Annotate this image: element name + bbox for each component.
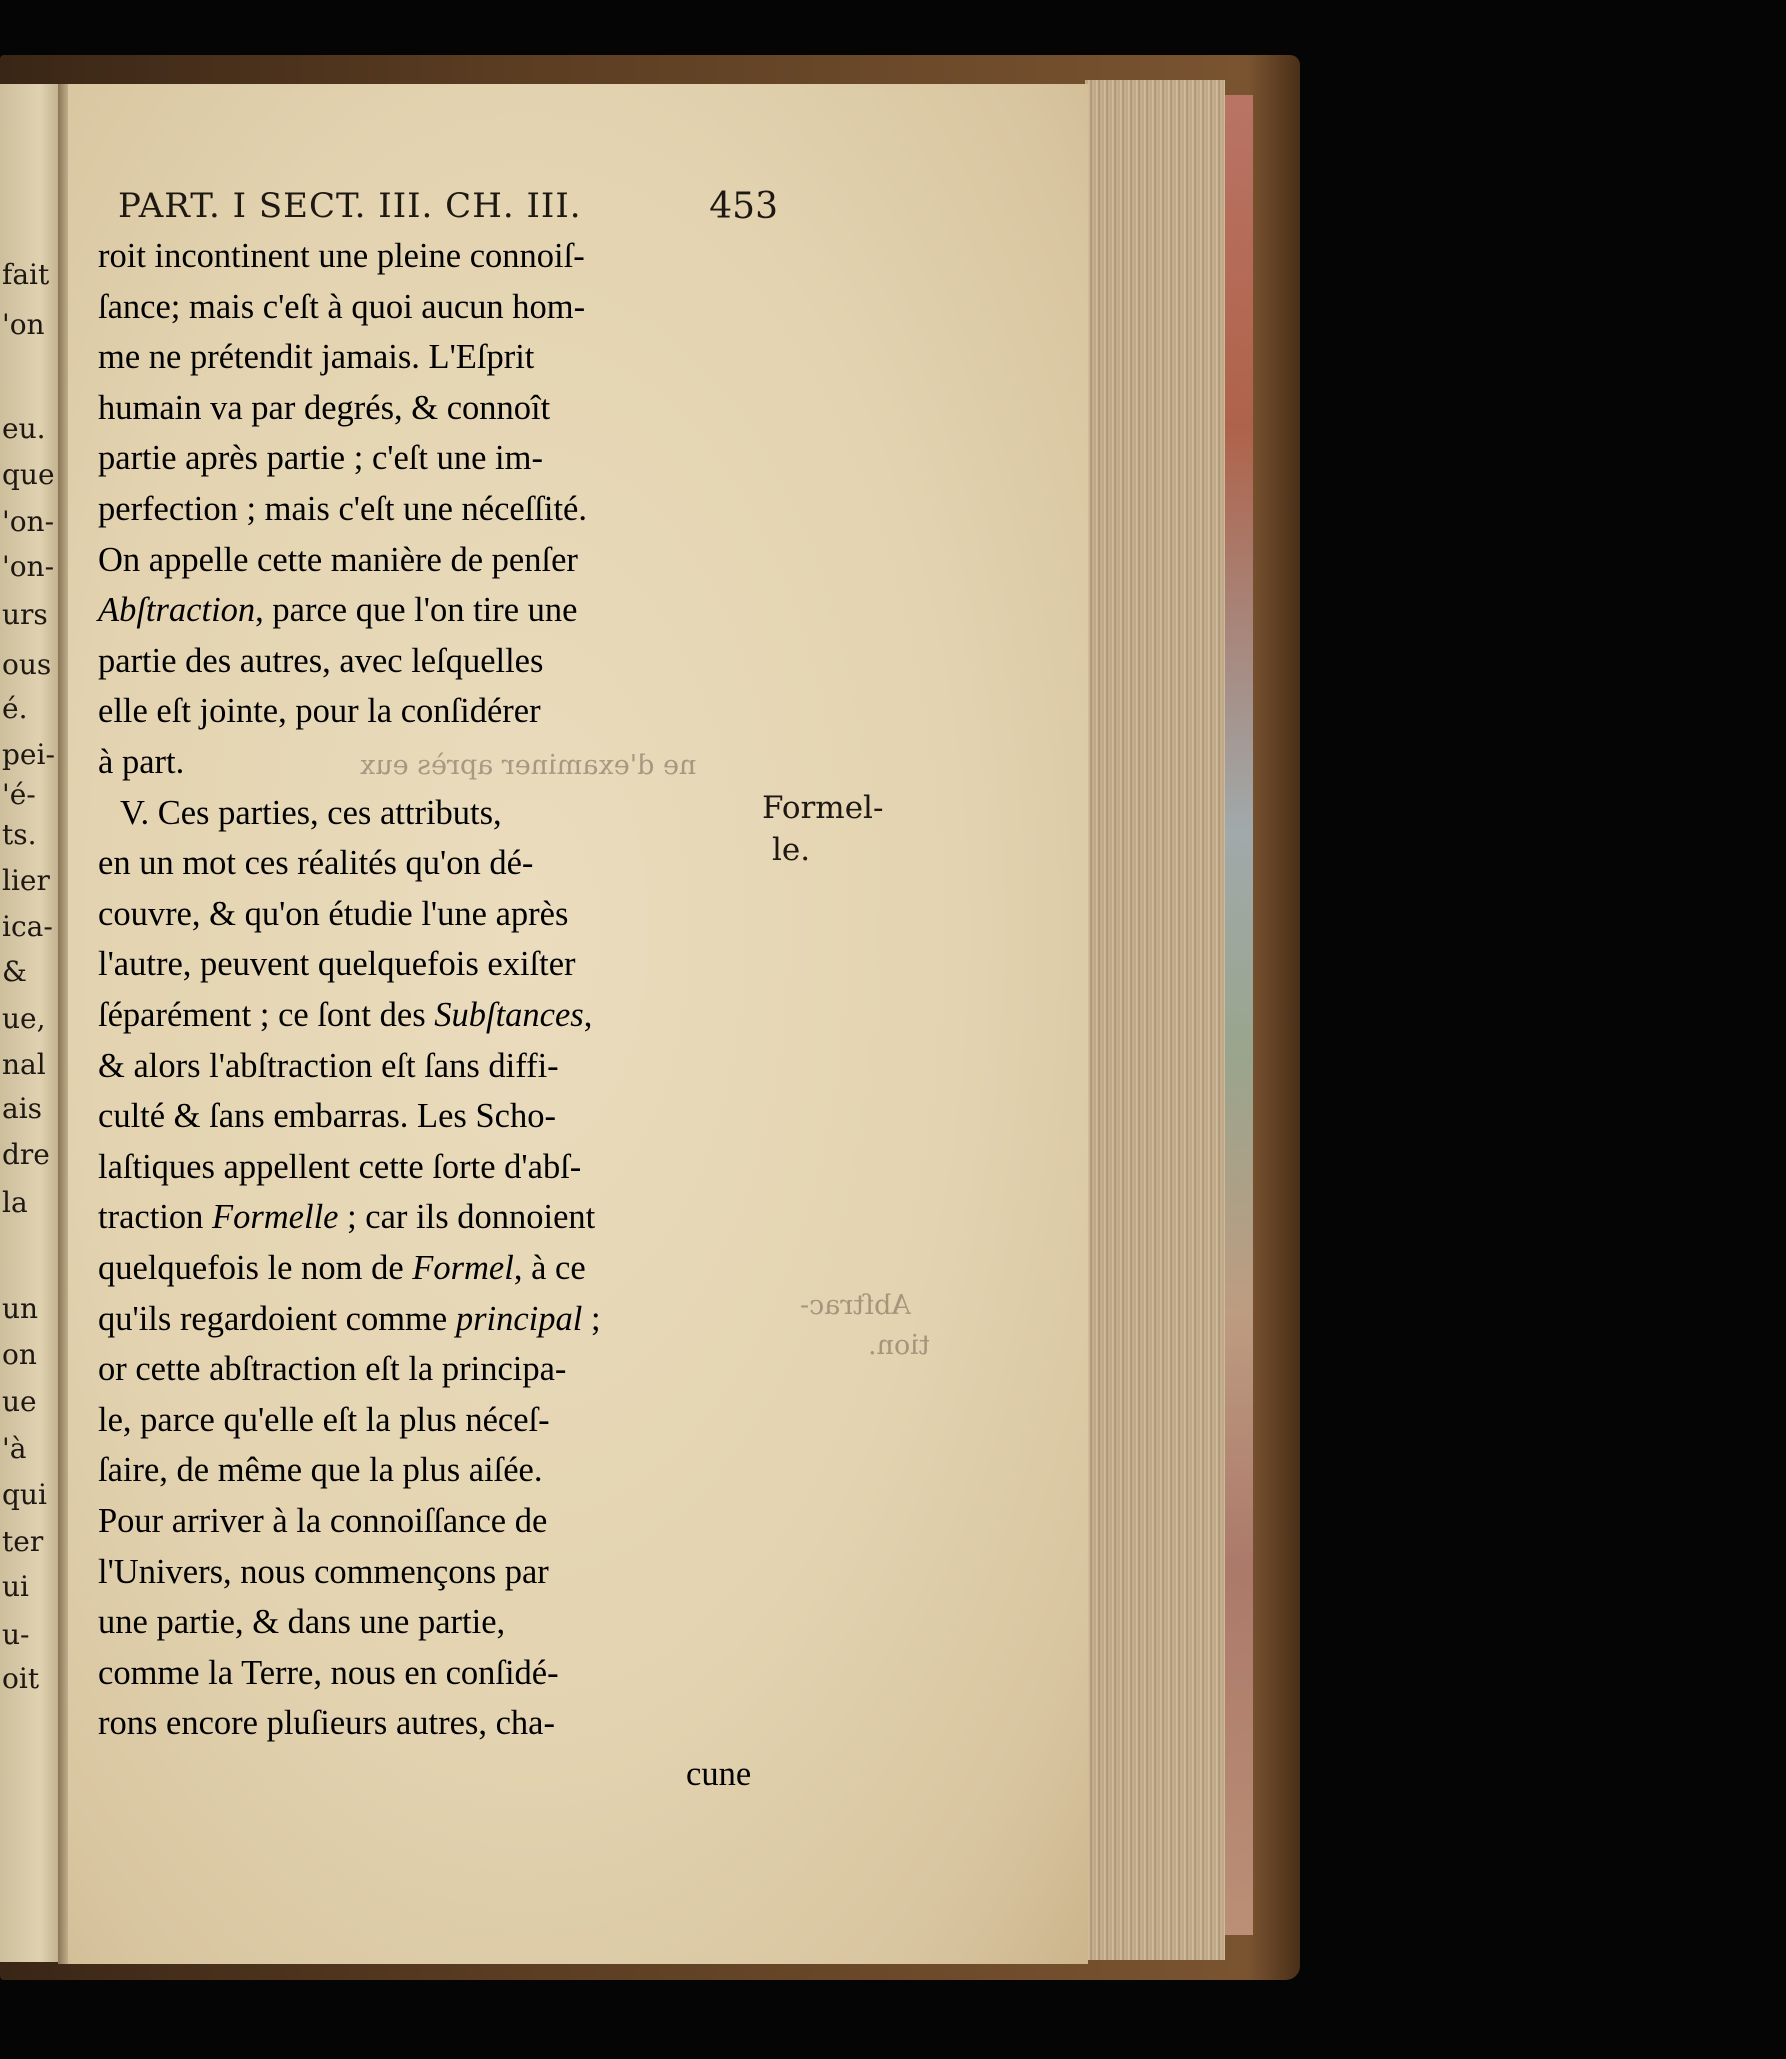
italic-term: principal bbox=[455, 1299, 583, 1338]
text-line: laſtiques appellent cette ſorte d'abſ- bbox=[98, 1147, 582, 1186]
left-page-fragment: oit bbox=[2, 1662, 40, 1695]
text-line: elle eſt jointe, pour la conſidérer bbox=[98, 692, 541, 731]
marbled-edge bbox=[1225, 95, 1253, 1935]
left-page-fragment: ous bbox=[2, 648, 52, 681]
left-page-fragment: nal bbox=[2, 1048, 46, 1081]
left-page-fragment: 'on bbox=[2, 308, 45, 341]
left-page-fragment: on bbox=[2, 1338, 37, 1371]
left-page-fragment: lier bbox=[2, 864, 50, 897]
italic-term: Formel bbox=[412, 1249, 514, 1287]
text-run: qu'ils regardoient comme bbox=[98, 1299, 456, 1338]
text-line: à part. bbox=[98, 743, 185, 781]
text-line: l'Univers, nous commençons par bbox=[98, 1552, 549, 1591]
text-run: , bbox=[583, 996, 593, 1034]
text-run: traction bbox=[98, 1198, 212, 1237]
left-page-fragment: la bbox=[2, 1186, 28, 1219]
text-line: me ne prétendit jamais. L'Eſprit bbox=[98, 338, 535, 377]
left-page-fragment: ica- bbox=[2, 910, 53, 943]
text-line: roit incontinent une pleine connoiſ- bbox=[98, 237, 585, 275]
left-page-fragment: eu. bbox=[2, 412, 46, 445]
text-run: quelquefois le nom de bbox=[98, 1249, 413, 1287]
left-page-fragment: 'on- bbox=[2, 550, 55, 583]
text-line: ſance; mais c'eſt à quoi aucun hom- bbox=[98, 287, 586, 326]
left-page-fragment: urs bbox=[2, 598, 48, 631]
text-line: or cette abſtraction eſt la principa- bbox=[98, 1350, 567, 1389]
text-line: perfection ; mais c'eſt une néceſſité. bbox=[98, 490, 587, 528]
text-line bbox=[98, 1299, 601, 1339]
text-line: partie après partie ; c'eſt une im- bbox=[98, 439, 543, 478]
text-line: V. Ces parties, ces attributs, bbox=[120, 793, 502, 832]
left-page-fragment: ui bbox=[2, 1570, 29, 1603]
text-line: une partie, & dans une partie, bbox=[98, 1603, 506, 1642]
text-run: , à ce bbox=[513, 1249, 586, 1287]
left-page-fragment: é. bbox=[2, 692, 28, 725]
text-line: On appelle cette manière de penſer bbox=[98, 540, 578, 579]
left-page-fragment: que bbox=[2, 458, 55, 491]
italic-term: Abſtraction bbox=[98, 591, 256, 630]
left-page-fragment: 'à bbox=[2, 1432, 27, 1465]
text-line: en un mot ces réalités qu'on dé- bbox=[98, 844, 534, 883]
text-line bbox=[98, 995, 592, 1035]
text-run: ; car ils donnoient bbox=[338, 1198, 596, 1237]
page-number: 453 bbox=[709, 186, 778, 227]
text-line: le, parce qu'elle eſt la plus néceſ- bbox=[98, 1400, 550, 1439]
text-line: Pour arriver à la connoiſſance de bbox=[98, 1502, 548, 1540]
margin-note-formelle-cont: le. bbox=[772, 832, 811, 868]
text-line: couvre, & qu'on étudie l'une après bbox=[98, 894, 569, 933]
text-line: l'autre, peuvent quelquefois exiſter bbox=[98, 945, 576, 984]
text-run: ſéparément ; ce ſont des bbox=[98, 996, 435, 1034]
bleed-through-tion: tion. bbox=[868, 1330, 930, 1361]
left-page-fragment: dre bbox=[2, 1138, 50, 1171]
text-line bbox=[98, 1197, 595, 1237]
left-page-fragment: ts. bbox=[2, 818, 37, 851]
italic-term: Formelle bbox=[212, 1198, 339, 1237]
text-line: partie des autres, avec leſquelles bbox=[98, 641, 544, 680]
left-page-fragment: pei- bbox=[2, 738, 55, 771]
left-page-fragment: & bbox=[2, 955, 27, 988]
left-page-fragment: 'é- bbox=[2, 778, 36, 811]
text-line: comme la Terre, nous en conſidé- bbox=[98, 1653, 559, 1692]
bleed-through-line: ne d'examiner après eux bbox=[360, 750, 697, 781]
text-line: & alors l'abſtraction eſt ſans diffi- bbox=[98, 1046, 559, 1085]
left-page-fragment: 'on- bbox=[2, 505, 55, 538]
text-line: humain va par degrés, & connoît bbox=[98, 388, 551, 427]
text-line: ſaire, de même que la plus aiſée. bbox=[98, 1451, 543, 1490]
text-line bbox=[98, 1248, 586, 1288]
margin-note-formelle: Formel- bbox=[762, 790, 884, 826]
left-page-fragment: ue, bbox=[2, 1002, 46, 1035]
running-header bbox=[118, 186, 778, 230]
left-page-fragment: un bbox=[2, 1292, 39, 1325]
text-line: cune bbox=[686, 1755, 752, 1793]
left-page-fragment: u- bbox=[2, 1618, 30, 1651]
text-line: rons encore pluſieurs autres, cha- bbox=[98, 1704, 555, 1743]
running-head-title: PART. I SECT. III. CH. III. bbox=[118, 186, 582, 226]
left-page-fragment: fait bbox=[2, 258, 50, 291]
text-line: culté & ſans embarras. Les Scho- bbox=[98, 1097, 556, 1136]
left-page-fragment: qui bbox=[2, 1478, 47, 1511]
left-page-fragment: ais bbox=[2, 1092, 43, 1125]
text-run: ; bbox=[582, 1299, 601, 1338]
bleed-through-abstraction: Abſtrac- bbox=[800, 1290, 911, 1321]
italic-term: Subſtances bbox=[434, 996, 584, 1034]
left-page-fragment: ter bbox=[2, 1525, 44, 1558]
text-line bbox=[98, 590, 577, 630]
text-run: , parce que l'on tire une bbox=[255, 591, 578, 630]
left-page-fragment: ue bbox=[2, 1385, 37, 1418]
page-fore-edge bbox=[1085, 80, 1225, 1960]
